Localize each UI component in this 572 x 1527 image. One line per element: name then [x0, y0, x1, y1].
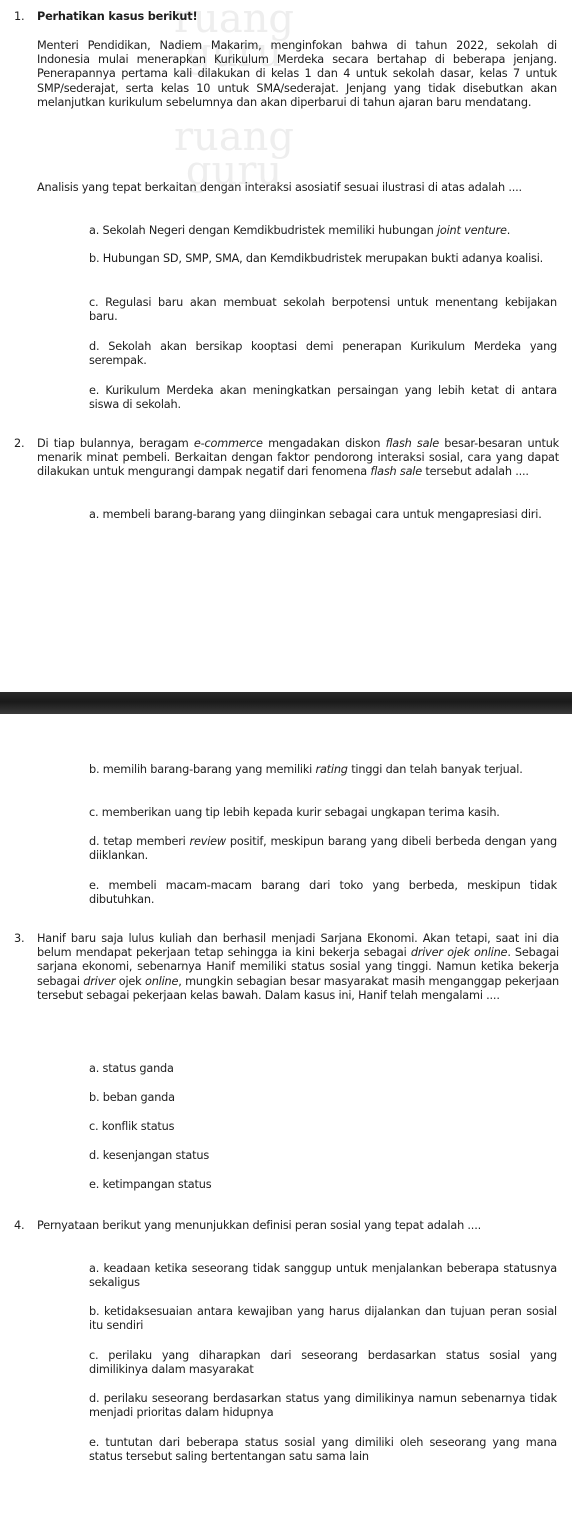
option-b[interactable]: b. Hubungan SD, SMP, SMA, dan Kemdikbudristek merupakan bukti adanya koalisi. [89, 252, 544, 265]
question-number: 4. [14, 1219, 25, 1232]
option-e[interactable]: e. ketimpangan status [89, 1178, 212, 1191]
option-a[interactable]: a. keadaan ketika seseorang tidak sanggup untuk menjalankan beberapa statusnya sekaligus [89, 1262, 557, 1290]
page-divider [0, 692, 572, 714]
watermark-logo: ruang guru [173, 114, 295, 194]
question-number: 1. [14, 10, 25, 23]
option-c[interactable]: c. memberikan uang tip lebih kepada kurir sebagai ungkapan terima kasih. [89, 806, 500, 819]
option-d[interactable]: d. Sekolah akan bersikap kooptasi demi penerapan Kurikulum Merdeka yang serempak. [89, 340, 557, 368]
option-d[interactable]: d. kesenjangan status [89, 1149, 210, 1162]
question-title: Perhatikan kasus berikut! [37, 10, 198, 23]
option-b[interactable]: b. ketidaksesuaian antara kewajiban yang harus dijalankan dan tujuan peran sosial itu sendiri [89, 1305, 557, 1333]
option-d[interactable]: d. tetap memberi review positif, meskipun barang yang dibeli berbeda dengan yang diiklankan. [89, 835, 557, 863]
option-b[interactable]: b. memilih barang-barang yang memiliki rating tinggi dan telah banyak terjual. [89, 763, 523, 776]
option-d[interactable]: d. perilaku seseorang berdasarkan status yang dimilikinya namun sebenarnya tidak menjadi prioritas dalam hidupnya [89, 1392, 557, 1420]
option-b[interactable]: b. beban ganda [89, 1091, 175, 1104]
question-prompt: Di tiap bulannya, beragam e-commerce mengadakan diskon flash sale besar-besaran untuk menarik minat pembeli. Berkaitan dengan faktor pendorong interaksi sosial, cara yang dapat dilakukan untuk mengurangi dampak negatif dari fenomena flash sale tersebut adalah .... [37, 437, 559, 479]
question-number: 2. [14, 437, 25, 450]
question-prompt: Hanif baru saja lulus kuliah dan berhasil menjadi Sarjana Ekonomi. Akan tetapi, saat ini dia belum mendapat pekerjaan tetap sehingga ia kini bekerja sebagai driver ojek online. Sebagai sarjana ekonomi, sebenarnya Hanif memiliki status sosial yang tinggi. Namun ketika bekerja sebagai driver ojek online, mungkin sebagian besar masyarakat masih menganggap pekerjaan tersebut sebagai pekerjaan kelas bawah. Dalam kasus ini, Hanif telah mengalami .... [37, 932, 560, 1002]
option-a[interactable]: a. status ganda [89, 1062, 174, 1075]
option-c[interactable]: c. perilaku yang diharapkan dari seseorang berdasarkan status sosial yang dimilikinya dalam masyarakat [89, 1349, 557, 1377]
option-a[interactable]: a. membeli barang-barang yang diinginkan sebagai cara untuk mengapresiasi diri. [89, 508, 542, 521]
option-a[interactable]: a. Sekolah Negeri dengan Kemdikbudristek memiliki hubungan joint venture. [89, 224, 511, 237]
question-3 [14, 932, 559, 1003]
option-e[interactable]: e. tuntutan dari beberapa status sosial yang dimiliki oleh seseorang yang mana status tersebut saling bertentangan satu sama lain [89, 1436, 557, 1464]
watermark-logo: ruang guru [173, 0, 295, 76]
question-1 [14, 10, 559, 24]
question-2 [14, 437, 559, 480]
question-4 [14, 1219, 559, 1233]
option-c[interactable]: c. Regulasi baru akan membuat sekolah berpotensi untuk menentang kebijakan baru. [89, 296, 557, 324]
option-e[interactable]: e. Kurikulum Merdeka akan meningkatkan persaingan yang lebih ketat di antara siswa di sekolah. [89, 384, 557, 412]
question-prompt: Pernyataan berikut yang menunjukkan definisi peran sosial yang tepat adalah .... [37, 1219, 481, 1232]
option-c[interactable]: c. konflik status [89, 1120, 175, 1133]
question-prompt: Analisis yang tepat berkaitan dengan interaksi asosiatif sesuai ilustrasi di atas adalah .... [37, 181, 522, 194]
question-number: 3. [14, 932, 25, 945]
case-text: Menteri Pendidikan, Nadiem Makarim, menginfokan bahwa di tahun 2022, sekolah di Indonesia mulai menerapkan Kurikulum Merdeka secara bertahap di beberapa jenjang. Penerapannya pertama kali dilakukan di kelas 1 dan 4 untuk sekolah dasar, kelas 7 untuk SMP/sederajat, serta kelas 10 untuk SMA/sederajat. Jenjang yang tidak disebutkan akan melanjutkan kurikulum sebelumnya dan akan diperbarui di tahun ajaran baru mendatang. [37, 39, 557, 109]
option-e[interactable]: e. membeli macam-macam barang dari toko yang berbeda, meskipun tidak dibutuhkan. [89, 879, 557, 907]
